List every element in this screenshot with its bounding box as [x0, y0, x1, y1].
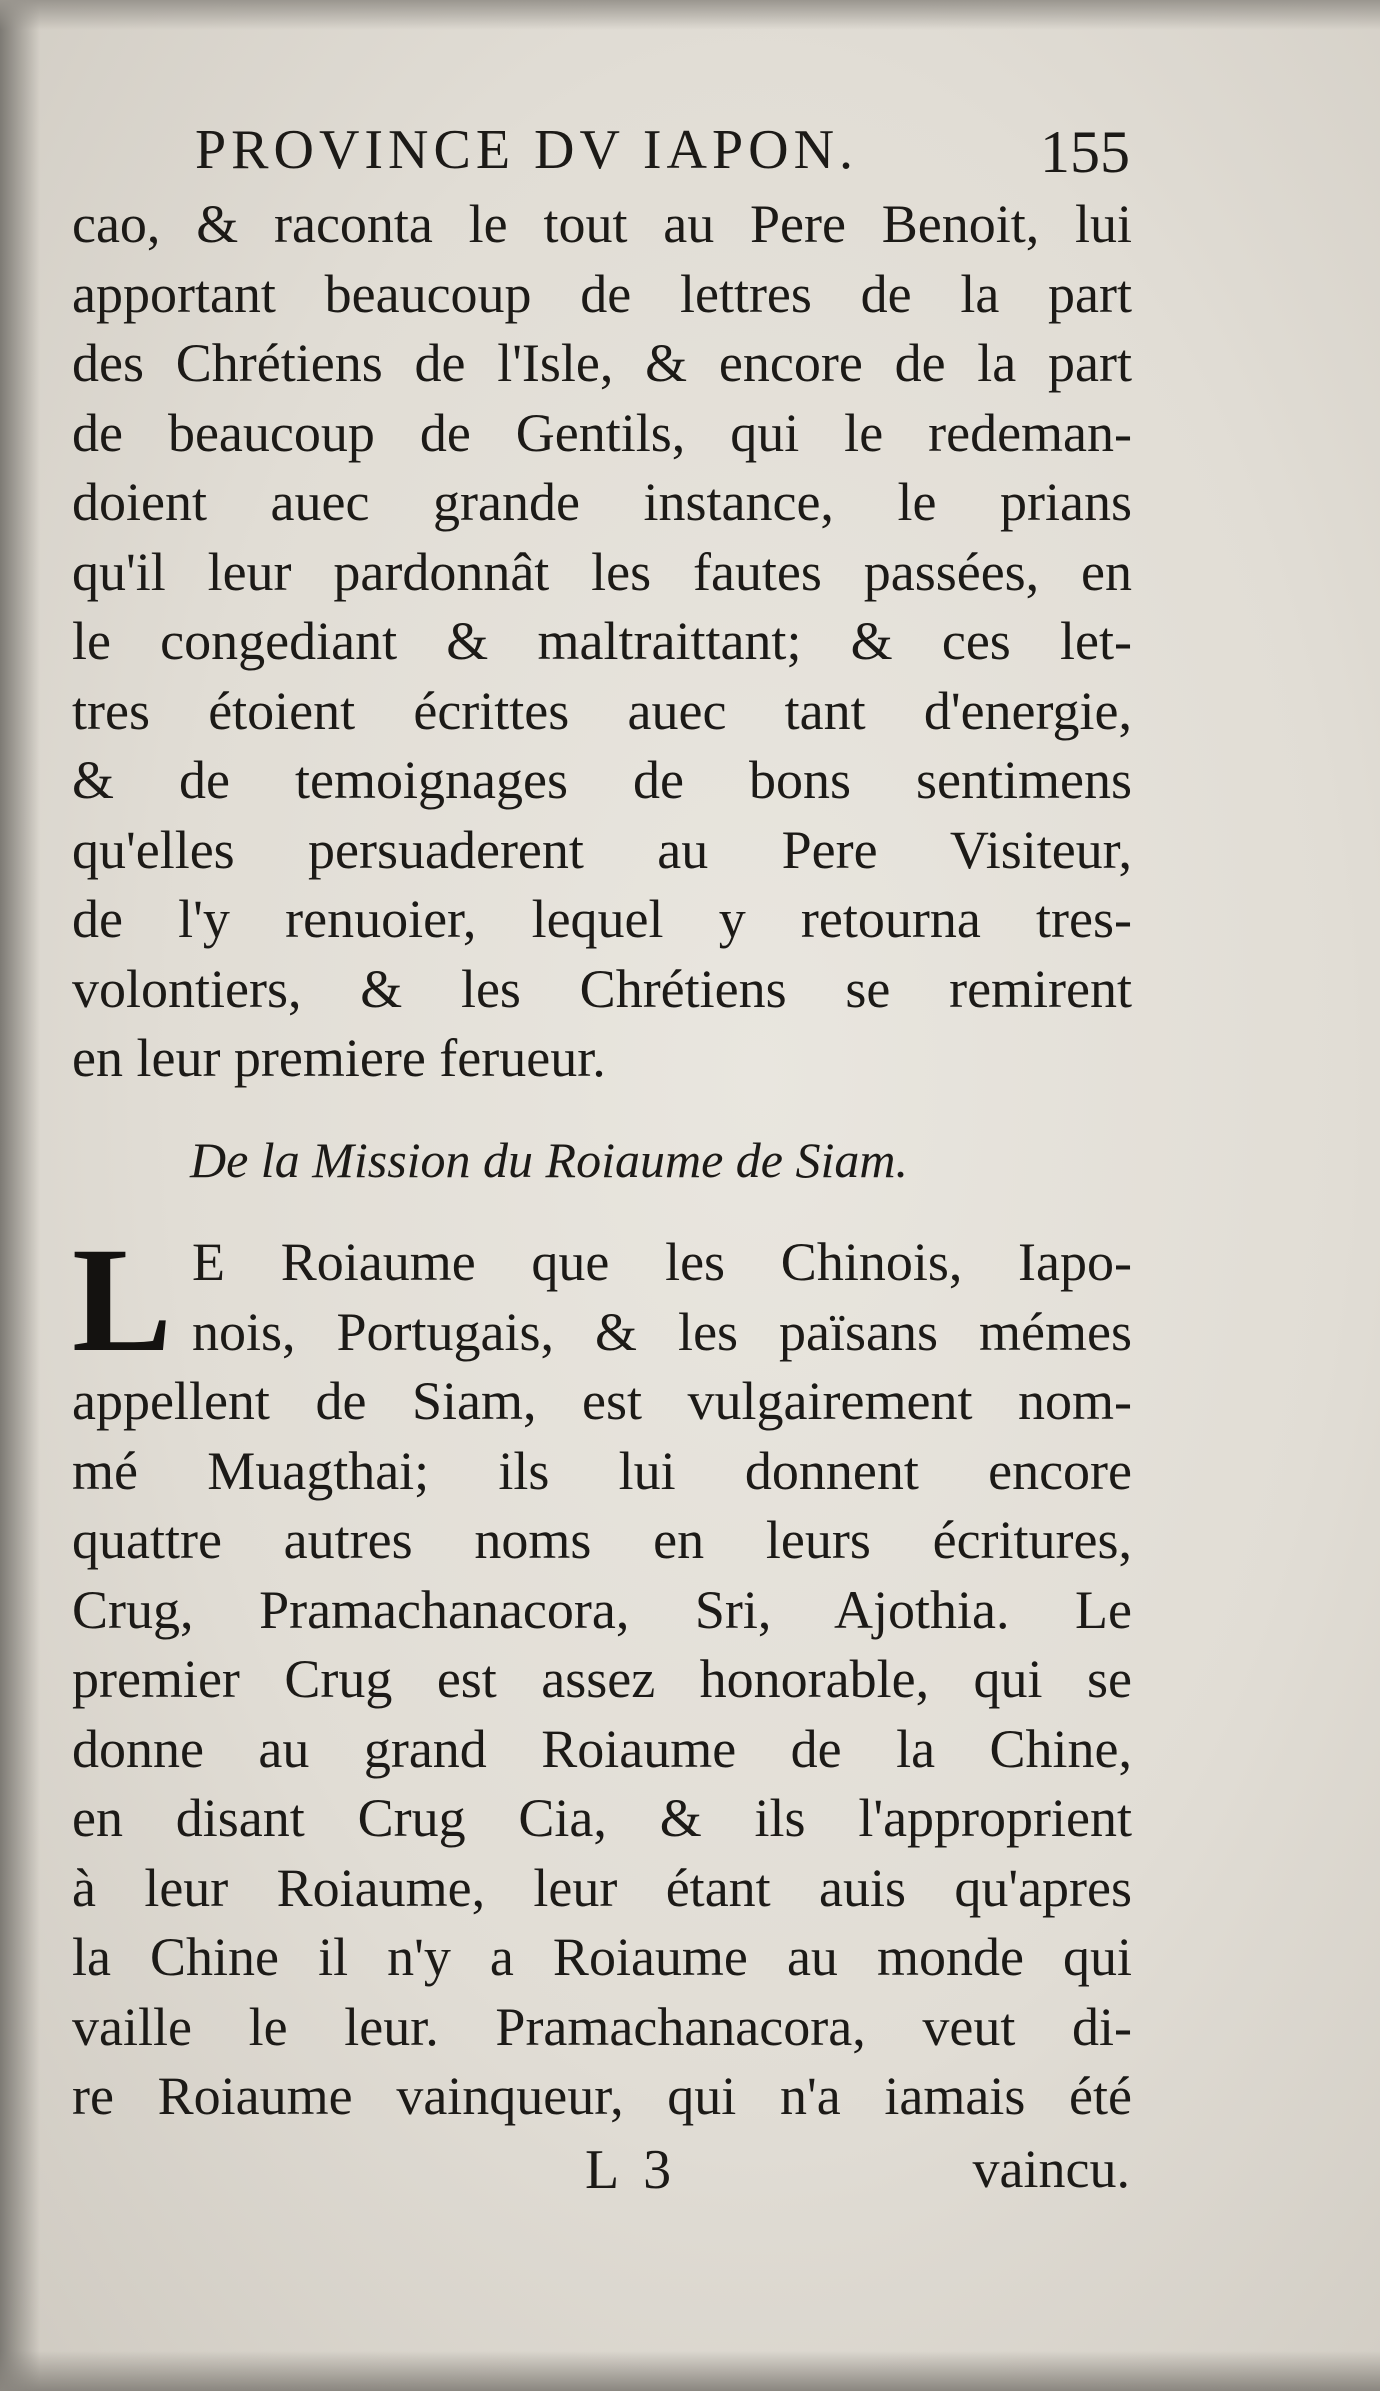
text-line: & de temoignages de bons sentimens — [72, 750, 1132, 810]
text-line: vaille le leur. Pramachanacora, veut di- — [72, 1996, 1132, 2057]
paragraph-2 — [72, 1217, 1132, 2132]
text-line: apportant beaucoup de lettres de la part — [72, 263, 1132, 324]
text-line: la Chine il n'y a Roiaume au monde qui — [72, 1927, 1132, 1987]
text-line: cao, & raconta le tout au Pere Benoit, lui — [72, 194, 1132, 254]
text-line: à leur Roiaume, leur étant auis qu'apres — [72, 1857, 1132, 1918]
text-line: le congediant & maltraittant; & ces let- — [72, 611, 1132, 671]
text-line: de beaucoup de Gentils, qui le redeman- — [72, 402, 1132, 463]
drop-cap: L — [72, 1217, 173, 1383]
text-line: Crug, Pramachanacora, Sri, Ajothia. Le — [72, 1579, 1132, 1640]
text-line: en disant Crug Cia, & ils l'approprient — [72, 1788, 1132, 1848]
catchword: vaincu. — [972, 2139, 1130, 2199]
page-footer — [585, 2138, 1130, 2208]
page-gutter-shadow — [0, 0, 40, 2391]
text-line: premier Crug est assez honorable, qui se — [72, 1649, 1132, 1709]
text-line: des Chrétiens de l'Isle, & encore de la part — [72, 333, 1132, 393]
text-line: donne au grand Roiaume de la Chine, — [72, 1718, 1132, 1779]
text-line: doient auec grande instance, le prians — [72, 472, 1132, 532]
running-head: PROVINCE DV IAPON. — [195, 119, 859, 181]
paragraph-1 — [72, 190, 1132, 1094]
text-line: appellent de Siam, est vulgairement nom- — [72, 1371, 1132, 1431]
section-title: De la Mission du Roiaume de Siam. — [190, 1132, 908, 1188]
text-line-last: en leur premiere ferueur. — [72, 1028, 606, 1088]
signature-mark: L 3 — [585, 2139, 678, 2201]
page-number: 155 — [1040, 119, 1130, 185]
page-header — [195, 118, 1130, 188]
text-line: qu'il leur pardonnât les fautes passées, en — [72, 541, 1132, 602]
text-line: mé Muagthai; ils lui donnent encore — [72, 1440, 1132, 1501]
text-line: volontiers, & les Chrétiens se remirent — [72, 958, 1132, 1019]
text-line: E Roiaume que les Chinois, Iapo- — [192, 1232, 1132, 1292]
text-line: tres étoient écrittes auec tant d'energie, — [72, 680, 1132, 741]
page-top-shadow — [0, 0, 1380, 30]
page-bottom-shadow — [0, 2351, 1380, 2391]
text-line: de l'y renuoier, lequel y retourna tres- — [72, 889, 1132, 949]
text-line: quattre autres noms en leurs écritures, — [72, 1510, 1132, 1570]
text-line: re Roiaume vainqueur, qui n'a iamais été — [72, 2066, 1132, 2126]
text-line: qu'elles persuaderent au Pere Visiteur, — [72, 819, 1132, 880]
text-line: nois, Portugais, & les païsans mémes — [192, 1301, 1132, 1362]
